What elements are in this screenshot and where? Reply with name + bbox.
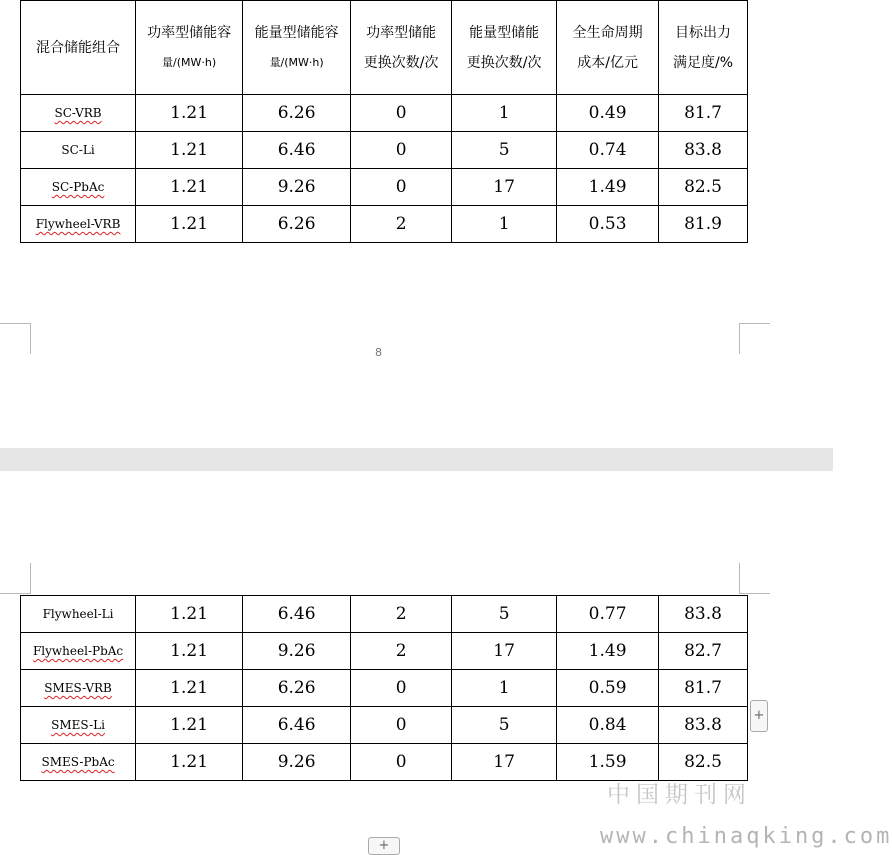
combo-name-cell: SC-PbAc — [21, 169, 136, 206]
power-capacity-cell: 1.21 — [136, 206, 243, 243]
energy-replace-cell: 17 — [452, 633, 557, 670]
watermark-url: www.chinaqking.com — [600, 824, 892, 849]
header-energy-replace: 能量型储能 更换次数/次 — [452, 1, 557, 95]
energy-capacity-cell: 6.26 — [243, 95, 351, 132]
energy-capacity-cell: 6.46 — [243, 707, 351, 744]
power-capacity-cell: 1.21 — [136, 633, 243, 670]
lifecycle-cost-cell: 1.59 — [557, 744, 659, 781]
lifecycle-cost-cell: 0.74 — [557, 132, 659, 169]
combo-name-cell: SMES-Li — [21, 707, 136, 744]
energy-capacity-cell: 6.26 — [243, 206, 351, 243]
header-energy-capacity: 能量型储能容 量/(MW·h) — [243, 1, 351, 95]
table-row — [21, 633, 748, 670]
power-capacity-cell: 1.21 — [136, 95, 243, 132]
power-replace-cell: 2 — [351, 633, 452, 670]
energy-replace-cell: 17 — [452, 169, 557, 206]
energy-capacity-cell: 6.26 — [243, 670, 351, 707]
power-replace-cell: 0 — [351, 670, 452, 707]
power-replace-cell: 0 — [351, 744, 452, 781]
table-row — [21, 670, 748, 707]
target-satisfaction-cell: 82.5 — [659, 744, 748, 781]
lifecycle-cost-cell: 0.53 — [557, 206, 659, 243]
header-target-satisfaction: 目标出力 满足度/% — [659, 1, 748, 95]
power-replace-cell: 0 — [351, 707, 452, 744]
document-page-upper — [0, 0, 833, 448]
power-capacity-cell: 1.21 — [136, 670, 243, 707]
target-satisfaction-cell: 83.8 — [659, 707, 748, 744]
target-satisfaction-cell: 83.8 — [659, 132, 748, 169]
power-replace-cell: 2 — [351, 206, 452, 243]
power-replace-cell: 0 — [351, 95, 452, 132]
table-row — [21, 707, 748, 744]
table-row — [21, 596, 748, 633]
table-row — [21, 132, 748, 169]
energy-replace-cell: 17 — [452, 744, 557, 781]
lifecycle-cost-cell: 0.59 — [557, 670, 659, 707]
energy-replace-cell: 1 — [452, 670, 557, 707]
table-row — [21, 744, 748, 781]
page-gap — [0, 448, 833, 471]
combo-name-cell: Flywheel-Li — [21, 596, 136, 633]
target-satisfaction-cell: 82.7 — [659, 633, 748, 670]
combo-name-cell: Flywheel-PbAc — [21, 633, 136, 670]
header-power-capacity: 功率型储能容 量/(MW·h) — [136, 1, 243, 95]
energy-capacity-cell: 9.26 — [243, 744, 351, 781]
combo-name-cell: SMES-PbAc — [21, 744, 136, 781]
header-combo: 混合储能组合 — [21, 1, 136, 95]
combo-name-cell: SMES-VRB — [21, 670, 136, 707]
table-row — [21, 206, 748, 243]
energy-capacity-cell: 9.26 — [243, 169, 351, 206]
energy-replace-cell: 5 — [452, 596, 557, 633]
combo-name-cell: Flywheel-VRB — [21, 206, 136, 243]
energy-capacity-cell: 6.46 — [243, 596, 351, 633]
header-lifecycle-cost: 全生命周期 成本/亿元 — [557, 1, 659, 95]
energy-capacity-cell: 9.26 — [243, 633, 351, 670]
energy-replace-cell: 5 — [452, 132, 557, 169]
energy-replace-cell: 1 — [452, 95, 557, 132]
target-satisfaction-cell: 83.8 — [659, 596, 748, 633]
target-satisfaction-cell: 82.5 — [659, 169, 748, 206]
power-capacity-cell: 1.21 — [136, 596, 243, 633]
page-margin-corner-mark — [0, 323, 31, 354]
power-capacity-cell: 1.21 — [136, 169, 243, 206]
header-power-replace: 功率型储能 更换次数/次 — [351, 1, 452, 95]
combo-name-cell: SC-VRB — [21, 95, 136, 132]
power-replace-cell: 0 — [351, 132, 452, 169]
page-number: 8 — [375, 346, 382, 359]
lifecycle-cost-cell: 0.77 — [557, 596, 659, 633]
power-capacity-cell: 1.21 — [136, 744, 243, 781]
storage-comparison-table-part1 — [20, 0, 748, 243]
lifecycle-cost-cell: 0.49 — [557, 95, 659, 132]
page-margin-corner-mark — [739, 563, 770, 594]
power-replace-cell: 2 — [351, 596, 452, 633]
add-row-button[interactable]: + — [368, 837, 400, 855]
lifecycle-cost-cell: 0.84 — [557, 707, 659, 744]
energy-replace-cell: 1 — [452, 206, 557, 243]
table-row — [21, 169, 748, 206]
lifecycle-cost-cell: 1.49 — [557, 633, 659, 670]
table-row — [21, 95, 748, 132]
energy-capacity-cell: 6.46 — [243, 132, 351, 169]
power-capacity-cell: 1.21 — [136, 132, 243, 169]
target-satisfaction-cell: 81.7 — [659, 670, 748, 707]
storage-comparison-table-part2 — [20, 595, 748, 781]
lifecycle-cost-cell: 1.49 — [557, 169, 659, 206]
energy-replace-cell: 5 — [452, 707, 557, 744]
add-column-button[interactable]: + — [750, 700, 768, 732]
watermark-cn: 中国期刊网 — [607, 782, 752, 808]
combo-name-cell: SC-Li — [21, 132, 136, 169]
page-margin-corner-mark — [0, 563, 31, 594]
target-satisfaction-cell: 81.7 — [659, 95, 748, 132]
page-margin-corner-mark — [739, 323, 770, 354]
table-header-row — [21, 1, 748, 95]
target-satisfaction-cell: 81.9 — [659, 206, 748, 243]
power-replace-cell: 0 — [351, 169, 452, 206]
power-capacity-cell: 1.21 — [136, 707, 243, 744]
